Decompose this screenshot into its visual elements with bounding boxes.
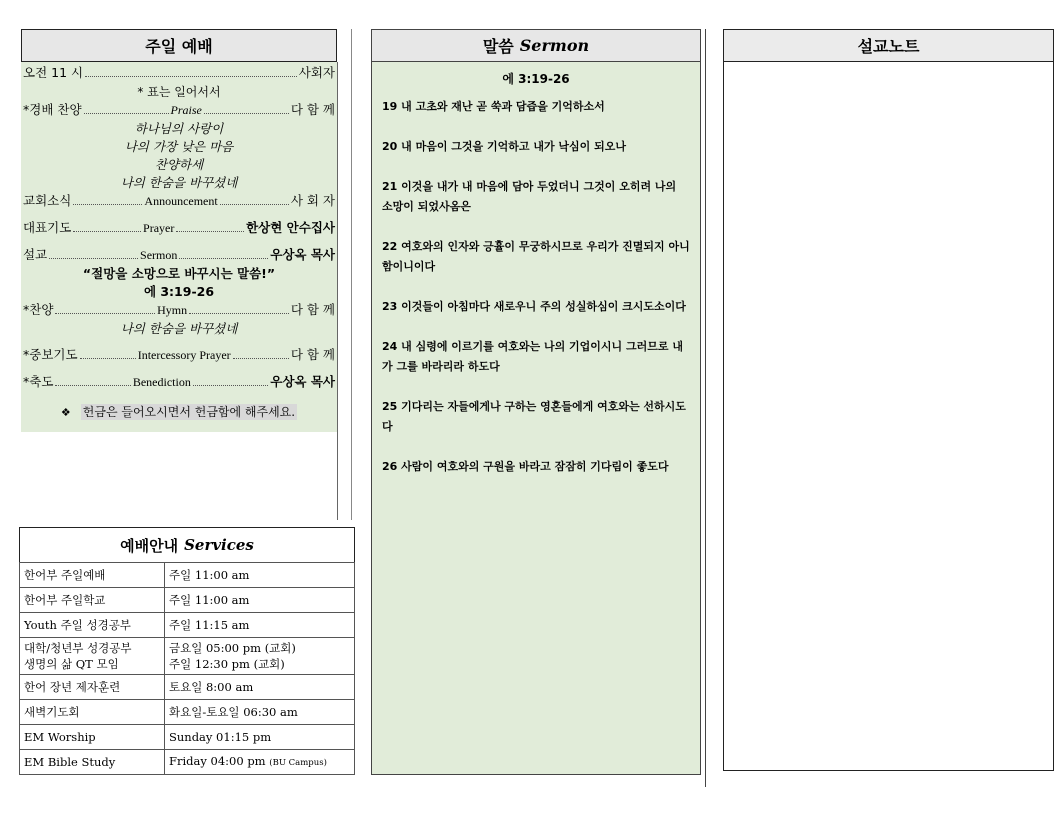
sermon-reference: 에 3:19-26: [143, 284, 215, 299]
verse: 23 이것들이 아침마다 새로우니 주의 성실하심이 크시도소이다: [382, 300, 686, 313]
verse: 26 사람이 여호와의 구원을 바라고 잠잠히 기다림이 좋도다: [382, 460, 669, 473]
verse: 22 여호와의 인자와 긍휼이 무궁하시므로 우리가 진멸되지 아니함이니이다: [382, 240, 690, 273]
services-table: [19, 562, 355, 775]
services-title: 예배안내 Services: [19, 527, 355, 562]
hymn-row: *찬양 Hymn 다 함 께: [23, 302, 335, 317]
sermon-text: [371, 62, 701, 775]
table-row: 새벽기도회 화요일-토요일 06:30 am: [20, 700, 355, 725]
verse: 24 내 심령에 이르기를 여호와는 나의 기업이시니 그러므로 내가 그를 바라리라 하도다: [382, 340, 683, 373]
praise-line: 하나님의 사랑이: [134, 121, 224, 136]
time-row: 오전 11 시 사회자: [23, 65, 335, 80]
sermon-panel-title: 말씀 Sermon: [371, 29, 701, 62]
sermon-row: 설교 Sermon 우상옥 목사: [23, 247, 336, 262]
verse: 25 기다리는 자들에게나 구하는 영혼들에게 여호와는 선하시도다: [382, 400, 686, 433]
table-row: 한어부 주일예배 주일 11:00 am: [20, 563, 355, 588]
praise-row: *경배 찬양 Praise 다 함 께: [23, 102, 335, 117]
intercessory-row: *중보기도 Intercessory Prayer 다 함 께: [23, 347, 335, 362]
praise-line: 찬양하세: [154, 157, 204, 172]
worship-title: 주일 예배: [21, 29, 337, 62]
worship-order-panel: [21, 29, 337, 432]
praise-line: 나의 가장 낮은 마음: [124, 139, 234, 154]
prayer-row: 대표기도 Prayer 한상현 안수집사: [23, 220, 335, 235]
table-row: EM Worship Sunday 01:15 pm: [20, 725, 355, 750]
table-row: Youth 주일 성경공부 주일 11:15 am: [20, 613, 355, 638]
table-row: 한어부 주일학교 주일 11:00 am: [20, 588, 355, 613]
praise-line: 나의 한숨을 바꾸셨네: [120, 175, 238, 190]
services-panel: [19, 527, 355, 775]
table-row: 한어 장년 제자훈련 토요일 8:00 am: [20, 675, 355, 700]
benediction-row: *축도 Benediction 우상옥 목사: [23, 374, 335, 389]
verse: 21 이것을 내가 내 마음에 담아 두었더니 그것이 오히려 나의 소망이 되었사옴은: [382, 180, 677, 213]
column-divider-2: [705, 29, 706, 787]
sermon-title: “절망을 소망으로 바꾸시는 말씀!”: [82, 266, 276, 281]
table-row: 대학/청년부 성경공부 생명의 삶 QT 모임 금요일 05:00 pm (교회) 주일 12:30 pm (교회): [20, 638, 355, 675]
scripture-reference: 에 3:19-26: [502, 72, 570, 86]
column-divider-1b: [337, 62, 338, 520]
diamond-bullet-icon: ❖: [60, 406, 71, 419]
hymn-line: 나의 한숨을 바꾸셨네: [120, 321, 238, 336]
sermon-panel: [371, 29, 701, 775]
standing-note: * 표는 일어서서: [137, 85, 221, 99]
notes-panel: [723, 29, 1054, 771]
notes-title: 설교노트: [723, 29, 1054, 62]
offering-note: ❖ 헌금은 들어오시면서 헌금함에 해주세요.: [60, 405, 296, 419]
notes-area[interactable]: [723, 62, 1054, 771]
verse: 19 내 고초와 재난 곧 쑥과 담즙을 기억하소서: [382, 100, 605, 113]
verse: 20 내 마음이 그것을 기억하고 내가 낙심이 되오나: [382, 140, 627, 153]
worship-order-list: [21, 62, 337, 432]
announcement-row: 교회소식 Announcement 사 회 자: [23, 193, 335, 208]
table-row: EM Bible Study Friday 04:00 pm (BU Campus): [20, 750, 355, 775]
column-divider-1: [351, 29, 352, 520]
